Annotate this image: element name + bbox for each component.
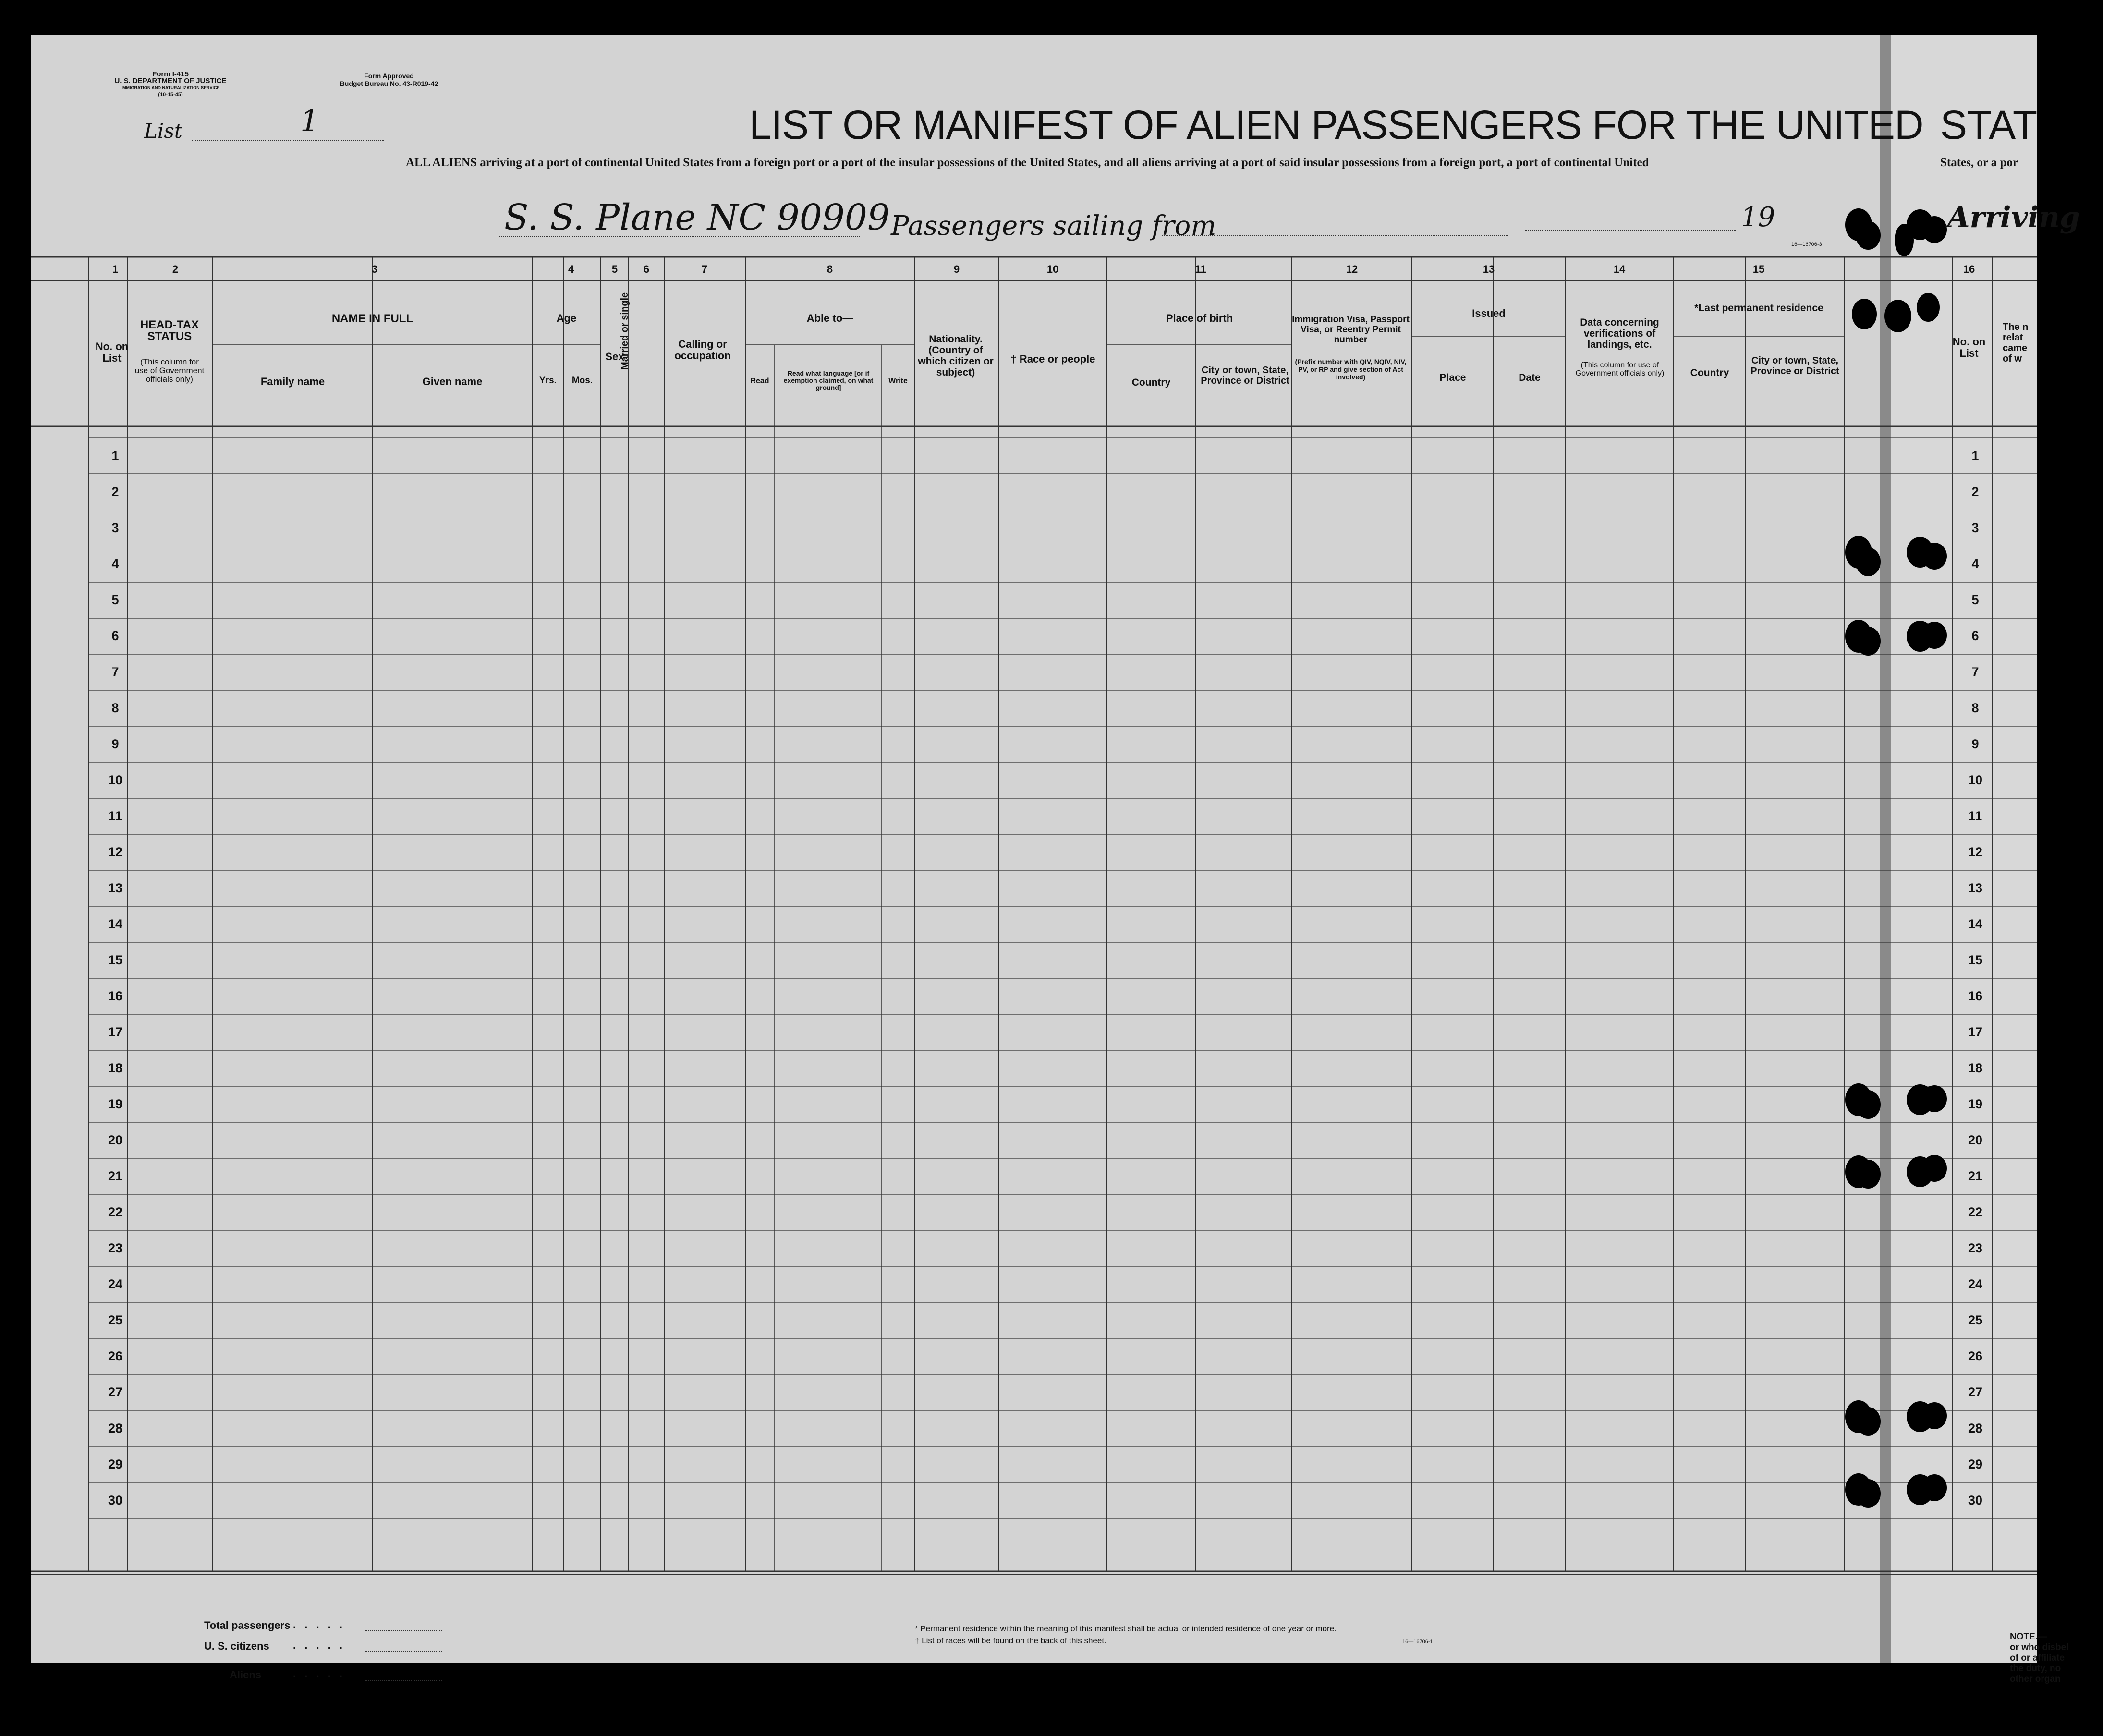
punch-hole-mark: [1856, 547, 1881, 576]
totals-line-1: [365, 1630, 442, 1631]
punch-hole-mark: [1922, 1155, 1947, 1182]
page-subtitle-continued: States, or a por: [1940, 156, 2018, 169]
header-verifications-note: (This column for use of Government officials only): [1575, 361, 1665, 377]
header-write: Write: [888, 377, 908, 385]
row-number-left: 2: [111, 485, 119, 499]
header-race-people: † Race or people: [1010, 353, 1095, 365]
punch-hole-mark: [1856, 1090, 1881, 1119]
punch-hole-mark: [1922, 1402, 1947, 1429]
column-number-4: 4: [568, 263, 574, 275]
row-number-left: 20: [108, 1133, 123, 1147]
punch-hole-mark: [1922, 622, 1947, 649]
punch-hole-mark: [1922, 1474, 1947, 1501]
header-visa-prefix-note: (Prefix number with QIV, NQIV, NIV, PV, or RP and give section of Act involved): [1295, 358, 1407, 381]
row-number-left: 26: [108, 1349, 123, 1363]
header-nationality: Nationality. (Country of which citizen or subject): [918, 334, 994, 378]
row-number-left: 24: [108, 1277, 123, 1291]
row-number-left: 10: [108, 773, 123, 787]
punch-hole-mark: [1895, 224, 1914, 256]
header-calling-occupation: Calling or occupation: [674, 338, 731, 362]
column-number-15: 15: [1752, 263, 1765, 275]
row-number-left: 28: [108, 1421, 123, 1435]
form-number: Form I-415: [152, 70, 189, 78]
arriving-label: Arriving: [1947, 201, 2080, 234]
header-verifications: Data concerning verifications of landings, etc.: [1580, 317, 1659, 350]
row-number-right: 4: [1971, 557, 1979, 571]
punch-hole-mark: [1917, 293, 1940, 322]
row-number-right: 18: [1968, 1061, 1983, 1075]
form-date: (10-15-45): [158, 92, 183, 97]
row-number-right: 29: [1968, 1457, 1983, 1471]
totals-dots-2: . . . . .: [293, 1639, 346, 1651]
row-number-left: 12: [108, 845, 123, 859]
year-prefix: 19: [1741, 202, 1775, 233]
budget-bureau: Budget Bureau No. 43-R019-42: [340, 80, 438, 87]
column-number-12: 12: [1346, 263, 1358, 275]
header-birth-country: Country: [1131, 377, 1171, 388]
header-read-language: Read what language [or if exemption claimed, on what ground]: [783, 369, 874, 391]
service: IMMIGRATION AND NATURALIZATION SERVICE: [121, 85, 220, 90]
footer-print-code: 16—16706-1: [1402, 1639, 1433, 1645]
punch-hole-mark: [1884, 300, 1911, 332]
row-number-right: 23: [1968, 1241, 1983, 1255]
header-head-tax: HEAD-TAX STATUS: [140, 318, 199, 343]
header-head-tax-note: (This column for use of Government officials only): [134, 357, 205, 384]
footnote-races: † List of races will be found on the back of this sheet.: [915, 1636, 1106, 1645]
punch-hole-mark: [1922, 1085, 1947, 1112]
row-number-left: 25: [108, 1313, 123, 1327]
note-partial: NOTE.— or who disbel of or affiliate the duty, no other organ: [2010, 1632, 2069, 1684]
column-number-11: 11: [1195, 263, 1206, 275]
header-birth-city: City or town, State, Province or District: [1201, 365, 1289, 386]
row-number-left: 22: [108, 1205, 123, 1219]
punch-hole-mark: [1856, 1160, 1881, 1189]
column-number-8: 8: [827, 263, 833, 275]
list-number: 1: [300, 103, 319, 138]
row-number-right: 16: [1968, 989, 1983, 1003]
page-title: LIST OR MANIFEST OF ALIEN PASSENGERS FOR THE UNITED: [749, 102, 1923, 147]
row-number-right: 27: [1968, 1385, 1983, 1399]
header-age-yrs: Yrs.: [539, 376, 557, 386]
column-number-9: 9: [953, 263, 960, 275]
row-number-right: 11: [1968, 809, 1982, 823]
totals-aliens: Aliens: [230, 1669, 262, 1681]
row-number-left: 27: [108, 1385, 123, 1399]
totals-dots-1: . . . . .: [293, 1618, 346, 1630]
totals-line-2: [365, 1651, 442, 1652]
row-number-left: 15: [108, 953, 123, 967]
footnote-permanent-residence: * Permanent residence within the meaning of this manifest shall be actual or intended residence of one year or more.: [915, 1624, 1337, 1633]
header-place-of-birth: Place of birth: [1166, 312, 1233, 324]
column-number-3: 3: [371, 263, 378, 275]
header-age: Age: [556, 312, 577, 324]
row-number-left: 1: [111, 449, 119, 463]
row-number-right: 14: [1968, 917, 1983, 931]
row-number-right: 25: [1968, 1313, 1983, 1327]
row-number-right: 24: [1968, 1277, 1983, 1291]
header-issued-date: Date: [1519, 372, 1541, 383]
row-number-left: 13: [108, 881, 123, 895]
header-married-single: Married or single: [620, 292, 630, 370]
sailing-from-label: Passengers sailing from: [891, 210, 1216, 242]
punch-hole-mark: [1922, 216, 1947, 243]
page-title-continued: STAT: [1940, 102, 2038, 147]
list-underline: [192, 140, 384, 141]
column-number-2: 2: [172, 263, 179, 275]
header-sex: Sex: [605, 351, 624, 363]
row-number-right: 12: [1968, 845, 1983, 859]
header-no-on-list-right: No. on List: [1952, 336, 1986, 359]
row-number-left: 9: [111, 737, 119, 751]
punch-hole-mark: [1852, 299, 1877, 329]
column-number-5: 5: [611, 263, 618, 275]
row-number-left: 23: [108, 1241, 123, 1255]
totals-dots-3: . . . . .: [293, 1668, 346, 1680]
header-able-to: Able to—: [806, 312, 853, 324]
row-number-left: 6: [111, 629, 119, 643]
row-number-right: 28: [1968, 1421, 1983, 1435]
row-number-right: 30: [1968, 1493, 1983, 1507]
row-number-left: 7: [111, 665, 119, 679]
header-relative-partial: The n relat came of w: [2003, 322, 2029, 364]
row-number-left: 21: [108, 1169, 123, 1183]
header-family-name: Family name: [260, 376, 325, 388]
department: U. S. DEPARTMENT OF JUSTICE: [114, 77, 227, 85]
header-name-in-full: NAME IN FULL: [331, 312, 413, 325]
row-number-left: 30: [108, 1493, 123, 1507]
row-number-right: 15: [1968, 953, 1983, 967]
header-visa-number: Immigration Visa, Passport Visa, or Reentry Permit number: [1292, 315, 1410, 345]
header-issued: Issued: [1472, 307, 1506, 319]
punch-hole-mark: [1856, 1407, 1881, 1436]
row-number-right: 7: [1971, 665, 1979, 679]
row-number-right: 22: [1968, 1205, 1983, 1219]
form-approved: Form Approved: [364, 72, 414, 80]
row-number-left: 17: [108, 1025, 123, 1039]
row-number-right: 1: [1971, 449, 1979, 463]
row-number-right: 19: [1968, 1097, 1983, 1111]
column-number-16: 16: [1963, 263, 1975, 275]
row-number-right: 10: [1968, 773, 1983, 787]
totals-us-citizens: U. S. citizens: [204, 1640, 269, 1652]
header-age-mos: Mos.: [571, 376, 593, 386]
row-number-left: 29: [108, 1457, 123, 1471]
page-subtitle: ALL ALIENS arriving at a port of continental United States from a foreign port or a port of the insular possessions of the United States, and all aliens arriving at a port of said insular possessions from a foreign port, a port of continental United: [406, 156, 1649, 169]
header-residence-country: Country: [1690, 367, 1729, 378]
row-number-right: 17: [1968, 1025, 1983, 1039]
row-number-right: 13: [1968, 881, 1983, 895]
row-number-right: 2: [1971, 485, 1979, 499]
header-issued-place: Place: [1439, 372, 1466, 383]
sailing-from-underline: [1162, 235, 1508, 236]
column-number-13: 13: [1483, 263, 1495, 275]
row-number-right: 9: [1971, 737, 1979, 751]
list-label: List: [144, 119, 182, 143]
header-last-residence: *Last permanent residence: [1694, 303, 1823, 314]
punch-hole-mark: [1856, 221, 1881, 250]
row-number-right: 8: [1971, 701, 1979, 715]
row-number-left: 19: [108, 1097, 123, 1111]
header-given-name: Given name: [422, 376, 483, 388]
row-number-right: 20: [1968, 1133, 1983, 1147]
column-number-14: 14: [1613, 263, 1626, 275]
print-code: 16—16706-3: [1791, 242, 1822, 247]
row-number-right: 6: [1971, 629, 1979, 643]
page-fold: [1880, 35, 1891, 1663]
vessel-handwritten: S. S. Plane NC 90909: [504, 197, 890, 238]
totals-line-3: [365, 1680, 442, 1681]
vessel-underline: [499, 236, 860, 237]
row-number-right: 26: [1968, 1349, 1983, 1363]
row-number-left: 4: [111, 557, 119, 571]
row-number-right: 5: [1971, 593, 1979, 607]
row-number-right: 3: [1971, 521, 1979, 535]
row-number-left: 5: [111, 593, 119, 607]
header-no-on-list: No. on List: [95, 340, 129, 364]
row-number-left: 18: [108, 1061, 123, 1075]
row-number-left: 14: [108, 917, 123, 931]
row-number-left: 11: [108, 809, 122, 823]
punch-hole-mark: [1922, 543, 1947, 570]
punch-hole-mark: [1856, 1479, 1881, 1508]
header-residence-city: City or town, State, Province or District: [1750, 355, 1839, 376]
column-number-7: 7: [701, 263, 708, 275]
punch-hole-mark: [1856, 627, 1881, 656]
column-number-1: 1: [112, 263, 119, 275]
column-number-6: 6: [643, 263, 650, 275]
row-number-right: 21: [1968, 1169, 1983, 1183]
sailing-date-underline: [1525, 230, 1736, 231]
row-number-left: 3: [111, 521, 119, 535]
header-read: Read: [750, 377, 769, 385]
paper-main: [31, 35, 1891, 1663]
column-number-10: 10: [1046, 263, 1059, 275]
row-number-left: 16: [108, 989, 123, 1003]
totals-total-passengers: Total passengers: [204, 1619, 291, 1631]
row-number-left: 8: [111, 701, 119, 715]
